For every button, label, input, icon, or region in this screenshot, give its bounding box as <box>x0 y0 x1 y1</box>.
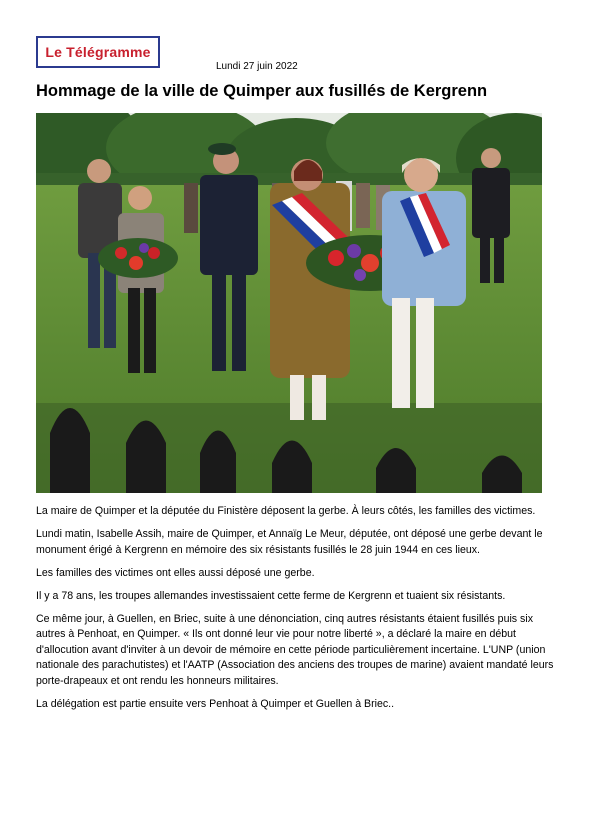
publication-date: Lundi 27 juin 2022 <box>216 61 298 72</box>
article-paragraph: Les familles des victimes ont elles aussi déposé une gerbe. <box>36 566 315 579</box>
article-paragraph: Il y a 78 ans, les troupes allemandes investissaient cette ferme de Kergrenn et tuaient six résistants. <box>36 589 506 602</box>
article-paragraph: La délégation est partie ensuite vers Penhoat à Quimper et Guellen à Briec.. <box>36 697 395 710</box>
photo-caption: La maire de Quimper et la députée du Finistère déposent la gerbe. À leurs côtés, les familles des victimes. <box>36 505 536 517</box>
ceremony-photo-illustration <box>36 113 542 493</box>
article-paragraph: Ce même jour, à Guellen, en Briec, suite à une dénonciation, cinq autres résistants étaient fusillés puis six autres à Penhoat, en Quimper. « Ils ont donné leur vie pour notre liberté », a déclaré la maire en début d'allocution avant d'inviter à un devoir de mémoire en cette période particulièrement incertaine. L'UNP (union nationale des parachutistes) et l'AATP (Association des anciens des troupes de marine) avaient mandaté leurs porte-drapeaux et ont rendu les honneurs militaires. <box>36 612 554 687</box>
article-title: Hommage de la ville de Quimper aux fusillés de Kergrenn <box>36 82 488 100</box>
article-body <box>36 504 560 720</box>
article-photo <box>36 113 542 493</box>
newspaper-logo <box>36 36 160 68</box>
logo-text: Le Télégramme <box>45 44 151 60</box>
article-paragraph: Lundi matin, Isabelle Assih, maire de Quimper, et Annaïg Le Meur, députée, ont déposé une gerbe devant le monument érigé à Kergrenn en mémoire des six résistants fusillés le 28 juin 1944 en ces lieux. <box>36 528 543 556</box>
